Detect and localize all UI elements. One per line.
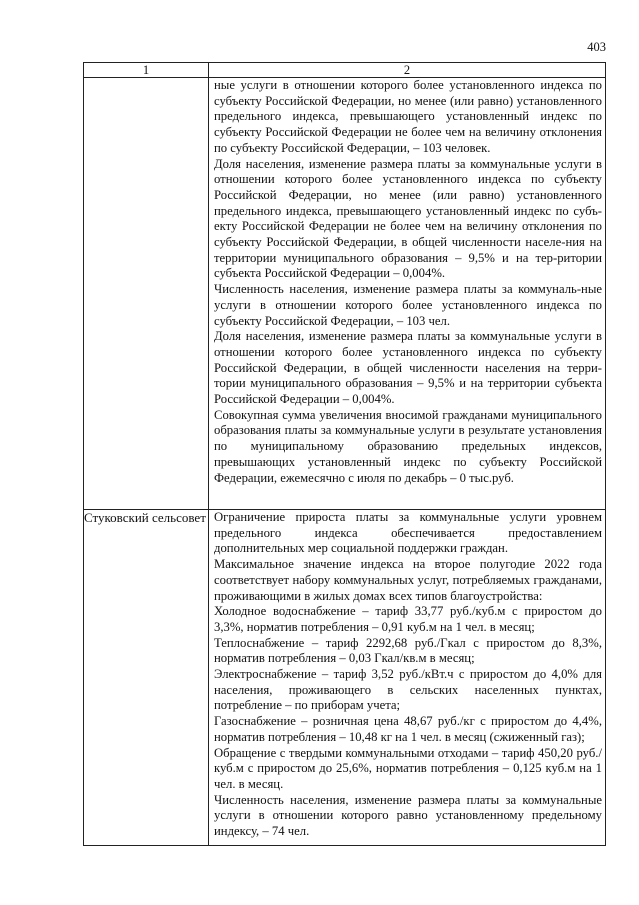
document-table [83, 62, 606, 846]
description-cell [209, 78, 606, 510]
paragraph: Холодное водоснабжение – тариф 33,77 руб./куб.м с приростом до 3,3%, норматив потребления – 0,91 куб.м на 1 чел. в месяц; [214, 604, 602, 634]
table-row [84, 510, 606, 846]
page-number: 403 [587, 40, 606, 54]
paragraph: Ограничение прироста платы за коммунальные услуги уровнем предельного индекса обеспечивается предоставлением дополнительных мер социальной поддержки граждан. [214, 510, 602, 556]
paragraph: Обращение с твердыми коммунальными отходами – тариф 450,20 руб./куб.м с приростом до 25,6%, норматив потребления – 0,125 куб.м на 1 чел. в месяц. [214, 745, 602, 791]
paragraph: ные услуги в отношении которого более установленного индекса по субъекту Российской Федерации, но менее (или равно) установленного предельного индекса, превышающего установленный индекс по субъекту Российской Федерации не более чем на величину отклонения по субъекту Российской Федерации, – 103 человек. [214, 78, 602, 155]
column-header-1: 1 [84, 63, 209, 78]
column-header-2: 2 [209, 63, 606, 78]
paragraph: Максимальное значение индекса на второе полугодие 2022 года соответствует набору коммунальных услуг, потребляемых гражданами, проживающими в жилых домах всех типов благоустройства: [214, 557, 602, 603]
paragraph: Совокупная сумма увеличения вносимой гражданами муниципального образования платы за коммунальные услуги в результате установления по муниципальному образованию предельных индексов, превышающих установленный индекс по субъекту Российской Федерации, ежемесячно с июля по декабрь – 0 тыс.руб. [214, 407, 602, 485]
paragraph: Газоснабжение – розничная цена 48,67 руб./кг с приростом до 4,4%, норматив потребления – 10,48 кг на 1 чел. в месяц (сжиженный газ); [214, 714, 602, 744]
description-cell [209, 510, 606, 846]
table-row [84, 78, 606, 510]
paragraph: Численность населения, изменение размера платы за коммунальные услуги в отношении которого равно установленному предельному индексу, – 74 чел. [214, 792, 602, 839]
paragraph: Теплоснабжение – тариф 2292,68 руб./Гкал с приростом до 8,3%, норматив потребления – 0,03 Гкал/кв.м в месяц; [214, 635, 602, 666]
paragraph: Доля населения, изменение размера платы за коммунальные услуги в отношении которого более установленного индекса по субъекту Российской Федерации, но менее (или равно) установленного предельного индекса, превышающего установленный индекс по субъ-екту Российской Федерации не более чем на величину отклонения по субъекту Российской Федерации, в общей численности населе-ния на территории муниципального образования – 9,5% и на тер-ритории субъекта Российской Федерации – 0,004%. [214, 156, 602, 281]
paragraph: Электроснабжение – тариф 3,52 руб./кВт.ч с приростом до 4,0% для населения, проживающего в сельских населенных пунктах, потребление – по приборам учета; [214, 667, 602, 713]
municipality-cell: Стуковский сельсовет [84, 510, 209, 846]
municipality-cell [84, 78, 209, 510]
paragraph: Численность населения, изменение размера платы за коммуналь-ные услуги в отношении которого более установленного индекса по субъекту Российской Федерации, – 103 чел. [214, 282, 602, 328]
table-header-row [84, 63, 606, 78]
paragraph: Доля населения, изменение размера платы за коммунальные услуги в отношении которого более установленного индекса по субъекту Российской Федерации, в общей численности населения на терри-тории муниципального образования – 9,5% и на территории субъекта Российской Федерации – 0,004%. [214, 329, 602, 407]
